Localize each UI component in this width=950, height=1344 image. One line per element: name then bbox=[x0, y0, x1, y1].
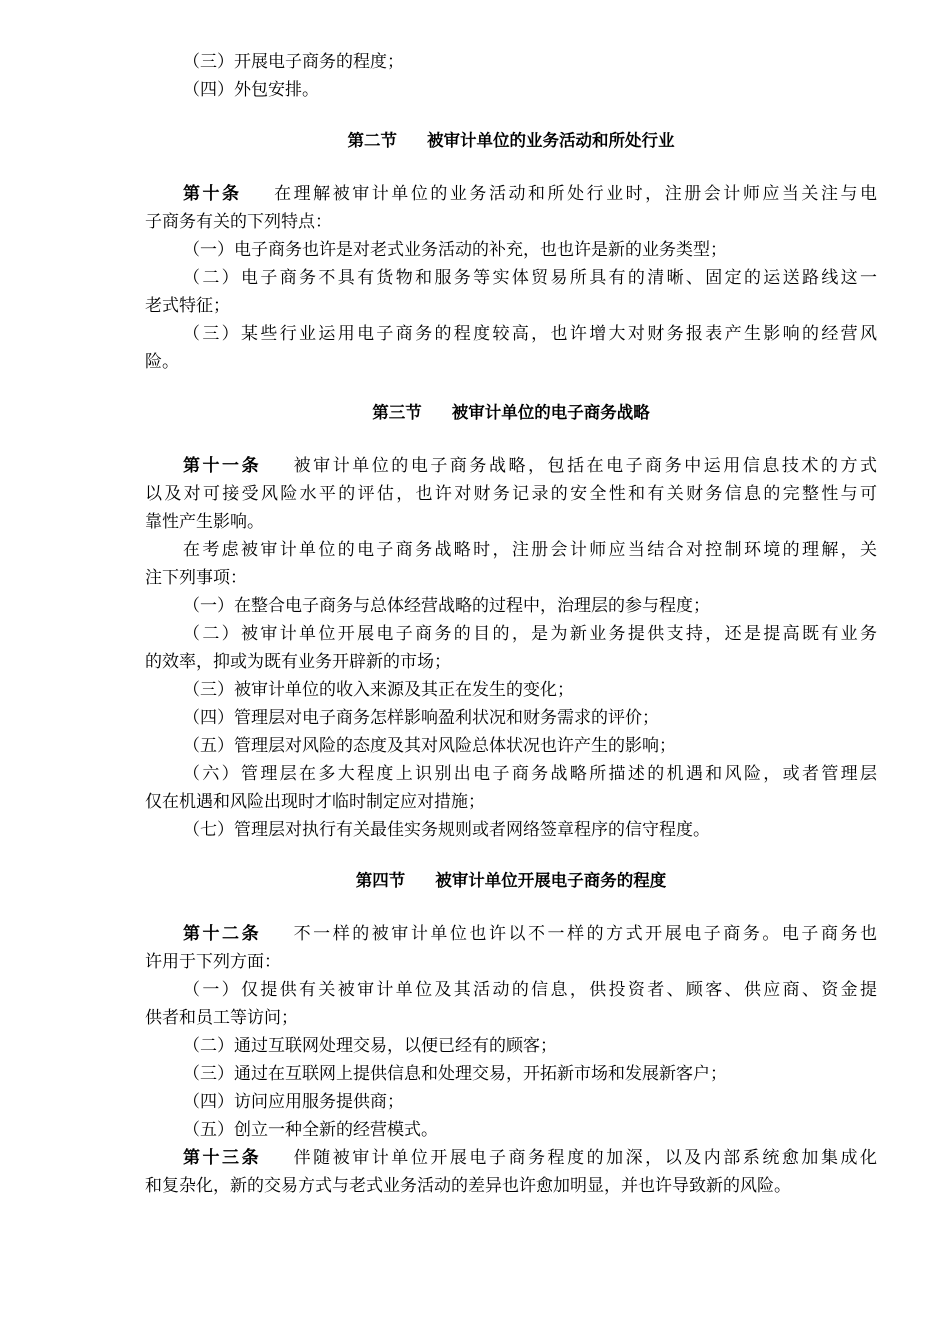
document-page bbox=[145, 48, 877, 1200]
list-item: （一）电子商务也许是对老式业务活动的补充，也也许是新的业务类型； bbox=[183, 240, 727, 260]
article-label: 第十二条 bbox=[183, 924, 262, 944]
list-item: （四）外包安排。 bbox=[183, 80, 319, 100]
section-label: 第四节 bbox=[355, 871, 406, 890]
article-text: 许用于下列方面： bbox=[145, 952, 281, 972]
article-first-line bbox=[145, 452, 877, 480]
list-item: （一）仅提供有关被审计单位及其活动的信息，供投资者、顾客、供应商、资金提 bbox=[183, 980, 877, 1000]
section-heading bbox=[145, 399, 877, 427]
section-title: 被审计单位开展电子商务的程度 bbox=[435, 871, 667, 890]
section-heading bbox=[145, 127, 877, 155]
article-first-line bbox=[145, 920, 877, 948]
article-label: 第十一条 bbox=[183, 456, 262, 476]
paragraph-cont: 注下列事项： bbox=[145, 568, 247, 588]
section-label: 第二节 bbox=[347, 131, 397, 150]
list-item-cont: 供者和员工等访问； bbox=[145, 1008, 298, 1028]
list-item-cont: 老式特征； bbox=[145, 296, 230, 316]
list-item: （二）被审计单位开展电子商务的目的，是为新业务提供支持，还是提高既有业务 bbox=[183, 624, 877, 644]
list-item-cont: 仅在机遇和风险出现时才临时制定应对措施； bbox=[145, 792, 485, 812]
list-item: （一）在整合电子商务与总体经营战略的过程中，治理层的参与程度； bbox=[183, 596, 710, 616]
list-item: （三）某些行业运用电子商务的程度较高，也许增大对财务报表产生影响的经营风 bbox=[183, 324, 877, 344]
article-text: 伴随被审计单位开展电子商务程度的加深，以及内部系统愈加集成化 bbox=[291, 1148, 877, 1168]
section-label: 第三节 bbox=[372, 403, 422, 422]
list-item: （二）电子商务不具有货物和服务等实体贸易所具有的清晰、固定的运送路线这一 bbox=[183, 268, 877, 288]
article-text: 和复杂化，新的交易方式与老式业务活动的差异也许愈加明显，并也许导致新的风险。 bbox=[145, 1176, 791, 1196]
list-item: （六）管理层在多大程度上识别出电子商务战略所描述的机遇和风险，或者管理层 bbox=[183, 764, 877, 784]
article-text: 被审计单位的电子商务战略，包括在电子商务中运用信息技术的方式 bbox=[291, 456, 877, 476]
list-item: （二）通过互联网处理交易，以便已经有的顾客； bbox=[183, 1036, 557, 1056]
list-item: （三）被审计单位的收入来源及其正在发生的变化； bbox=[183, 680, 574, 700]
section-title: 被审计单位的业务活动和所处行业 bbox=[427, 131, 675, 150]
list-item-cont: 的效率，抑或为既有业务开辟新的市场； bbox=[145, 652, 451, 672]
list-item: （四）访问应用服务提供商； bbox=[183, 1092, 404, 1112]
section-heading bbox=[145, 867, 877, 895]
list-item: （五）管理层对风险的态度及其对风险总体状况也许产生的影响； bbox=[183, 736, 676, 756]
article-first-line bbox=[145, 1144, 877, 1172]
article-label: 第十条 bbox=[183, 184, 242, 204]
article-text: 以及对可接受风险水平的评估，也许对财务记录的安全性和有关财务信息的完整性与可 bbox=[145, 484, 877, 504]
list-item: （七）管理层对执行有关最佳实务规则或者网络签章程序的信守程度。 bbox=[183, 820, 710, 840]
article-first-line bbox=[145, 180, 877, 208]
article-text: 子商务有关的下列特点： bbox=[145, 212, 332, 232]
list-item: （四）管理层对电子商务怎样影响盈利状况和财务需求的评价； bbox=[183, 708, 659, 728]
list-item: （五）创立一种全新的经营模式。 bbox=[183, 1120, 438, 1140]
list-item: （三）开展电子商务的程度； bbox=[183, 52, 404, 72]
article-label: 第十三条 bbox=[183, 1148, 262, 1168]
list-item: （三）通过在互联网上提供信息和处理交易，开拓新市场和发展新客户； bbox=[183, 1064, 727, 1084]
article-text: 在理解被审计单位的业务活动和所处行业时，注册会计师应当关注与电 bbox=[271, 184, 877, 204]
list-item-cont: 险。 bbox=[145, 352, 179, 372]
section-title: 被审计单位的电子商务战略 bbox=[451, 403, 650, 422]
article-text: 不一样的被审计单位也许以不一样的方式开展电子商务。电子商务也 bbox=[291, 924, 877, 944]
paragraph: 在考虑被审计单位的电子商务战略时，注册会计师应当结合对控制环境的理解，关 bbox=[183, 540, 877, 560]
article-text: 靠性产生影响。 bbox=[145, 512, 264, 532]
